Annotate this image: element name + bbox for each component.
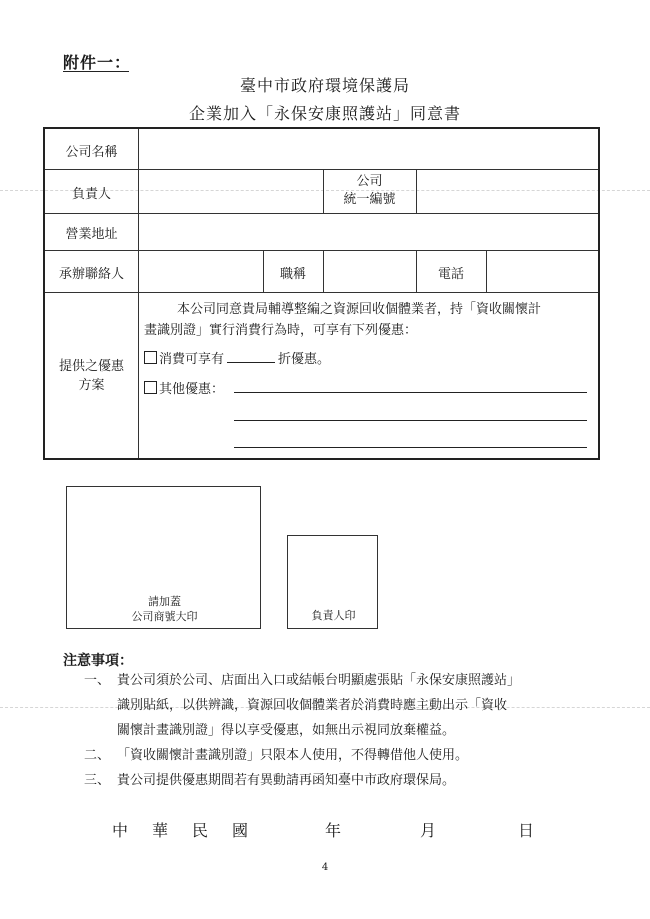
- discount-suffix-text: 折優惠。: [278, 352, 331, 367]
- note-item-2: 「資收關懷計畫識別證」只限本人使用，不得轉借他人使用。: [117, 748, 469, 763]
- label-column-divider: [138, 129, 139, 458]
- date-char-4: 國: [232, 821, 249, 840]
- row-divider: [45, 292, 598, 293]
- company-name-label: 公司名稱: [65, 145, 118, 160]
- company-seal-label: 請加蓋 公司商號大印: [131, 595, 198, 623]
- row-divider: [45, 169, 598, 170]
- date-char-2: 華: [152, 821, 169, 840]
- company-id-label: 公司 統一編號: [343, 174, 396, 207]
- other-offer-text: 其他優惠：: [159, 382, 225, 397]
- discount-rate-blank[interactable]: [227, 362, 275, 363]
- other-offer-blank-line-3[interactable]: [234, 447, 587, 448]
- offer-plan-label: 提供之優惠 方案: [58, 359, 124, 393]
- offer-intro-line1: 本公司同意貴局輔導整編之資源回收個體業者，持「資收關懷計: [177, 302, 542, 317]
- note-item-1-line3: 關懷計畫識別證」得以享受優惠，如無出示視同放棄權益。: [117, 723, 456, 738]
- responsible-person-seal-box[interactable]: [287, 535, 378, 629]
- other-offer-blank-line-1[interactable]: [234, 392, 587, 393]
- consent-form-table: [43, 127, 600, 460]
- cell-divider: [416, 169, 417, 213]
- month-label: 月: [420, 821, 437, 840]
- company-name-field[interactable]: [140, 131, 598, 167]
- responsible-person-label: 負責人: [71, 187, 111, 202]
- day-label: 日: [518, 821, 535, 840]
- date-char-1: 中: [112, 821, 129, 840]
- option-other: [144, 378, 224, 397]
- offer-intro-line2: 畫識別證」實行消費行為時，可享有下列優惠：: [144, 323, 418, 338]
- business-address-field[interactable]: [140, 215, 598, 248]
- note-item-1-line1: 貴公司須於公司、店面出入口或結帳台明顯處張貼「永保安康照護站」: [117, 673, 521, 688]
- company-id-field[interactable]: [418, 171, 598, 211]
- contact-person-label: 承辦聯絡人: [58, 267, 124, 282]
- year-label: 年: [325, 821, 342, 840]
- contact-person-field[interactable]: [140, 252, 261, 290]
- phone-field[interactable]: [488, 252, 598, 290]
- note-item-1-line2: 識別貼紙，以供辨識，資源回收個體業者於消費時應主動出示「資收: [117, 698, 508, 713]
- row-divider: [45, 213, 598, 214]
- responsible-person-seal-label: 負責人印: [311, 609, 356, 622]
- date-char-3: 民: [192, 821, 209, 840]
- notes-title: 注意事項：: [63, 653, 133, 669]
- attachment-underline: [63, 71, 129, 72]
- note-item-3: 貴公司提供優惠期間若有異動請再函知臺中市政府環保局。: [117, 773, 456, 788]
- responsible-person-field[interactable]: [140, 171, 321, 211]
- document-title-agency: 臺中市政府環境保護局: [239, 76, 410, 95]
- note-number-2: 二、: [84, 748, 111, 763]
- business-address-label: 營業地址: [65, 227, 118, 242]
- attachment-label: 附件一：: [63, 53, 132, 72]
- other-checkbox[interactable]: [144, 381, 157, 394]
- cell-divider: [486, 250, 487, 292]
- note-number-3: 三、: [84, 773, 111, 788]
- document-title: 企業加入「永保安康照護站」同意書: [188, 104, 461, 123]
- note-number-1: 一、: [84, 673, 111, 688]
- phone-label: 電話: [437, 267, 464, 282]
- page-number: 4: [321, 862, 329, 873]
- discount-checkbox[interactable]: [144, 351, 157, 364]
- job-title-label: 職稱: [279, 267, 306, 282]
- cell-divider: [323, 250, 324, 292]
- row-divider: [45, 250, 598, 251]
- option-discount: [144, 348, 330, 367]
- discount-prefix-text: 消費可享有: [159, 352, 225, 367]
- job-title-field[interactable]: [325, 252, 414, 290]
- other-offer-blank-line-2[interactable]: [234, 420, 587, 421]
- company-seal-box[interactable]: [66, 486, 261, 629]
